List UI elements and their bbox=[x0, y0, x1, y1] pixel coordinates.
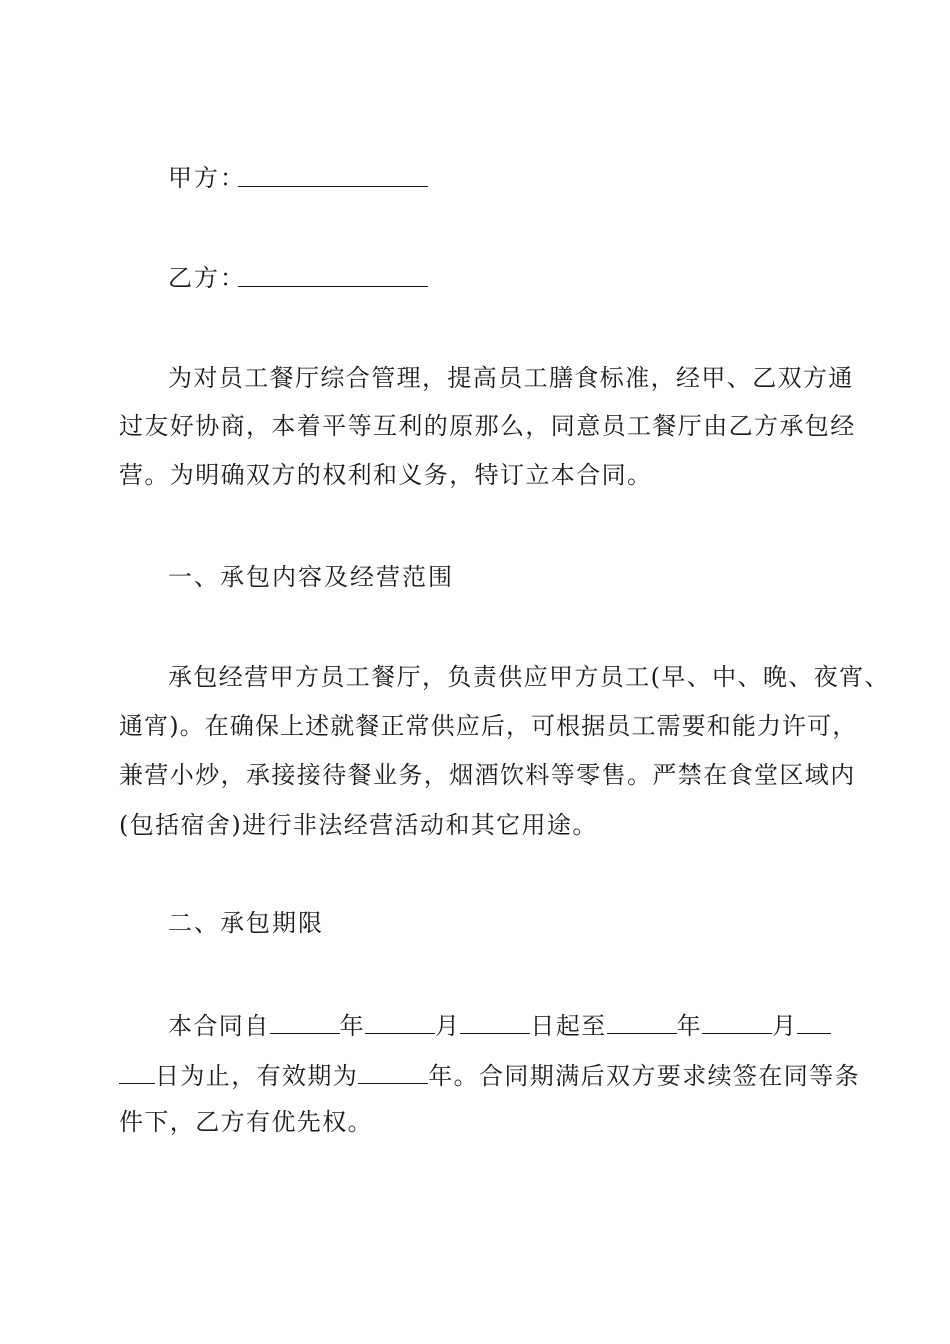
section-2-line-3: 件下，乙方有优先权。 bbox=[119, 1108, 373, 1136]
validity-years-blank bbox=[358, 1061, 428, 1084]
start-month-label: 月 bbox=[435, 1012, 461, 1040]
section-2-line-2 bbox=[119, 1061, 860, 1088]
intro-line-2: 过友好协商，本着平等互利的原那么，同意员工餐厅由乙方承包经 bbox=[119, 412, 856, 440]
section-1-heading: 一、承包内容及经营范围 bbox=[168, 563, 454, 591]
start-year-blank bbox=[270, 1011, 340, 1034]
section-1-line-4: (包括宿舍)进行非法经营活动和其它用途。 bbox=[119, 811, 598, 839]
section-1-line-1: 承包经营甲方员工餐厅，负责供应甲方员工(早、中、晚、夜宵、 bbox=[168, 663, 890, 691]
end-day-blank-part-2 bbox=[119, 1061, 155, 1084]
end-year-blank bbox=[607, 1011, 677, 1034]
party-a-blank bbox=[238, 186, 428, 187]
section-1-line-2: 通宵)。在确保上述就餐正常供应后，可根据员工需要和能力许可， bbox=[119, 712, 858, 740]
intro-line-1: 为对员工餐厅综合管理，提高员工膳食标准，经甲、乙双方通 bbox=[168, 364, 854, 392]
term-start-text: 本合同自 bbox=[168, 1012, 270, 1040]
start-day-label: 日起至 bbox=[530, 1012, 607, 1040]
start-year-label: 年 bbox=[339, 1012, 366, 1040]
section-2-heading: 二、承包期限 bbox=[168, 909, 324, 937]
start-month-blank bbox=[365, 1011, 435, 1034]
end-month-blank bbox=[702, 1011, 772, 1034]
party-b-blank bbox=[238, 286, 428, 287]
party-a-label: 甲方： bbox=[168, 164, 246, 192]
section-1-line-3: 兼营小炒，承接接待餐业务，烟酒饮料等零售。严禁在食堂区域内 bbox=[119, 761, 856, 789]
renewal-text: 年。合同期满后双方要求续签在同等条 bbox=[428, 1062, 861, 1090]
intro-line-3: 营。为明确双方的权利和义务，特订立本合同。 bbox=[119, 461, 653, 489]
start-day-blank bbox=[460, 1011, 530, 1034]
end-day-blank-part-1 bbox=[797, 1011, 831, 1034]
section-2-line-1 bbox=[168, 1011, 831, 1038]
end-year-label: 年 bbox=[676, 1012, 703, 1040]
end-month-label: 月 bbox=[772, 1012, 798, 1040]
party-b-label: 乙方： bbox=[168, 264, 246, 292]
end-day-label: 日为止，有效期为 bbox=[155, 1062, 359, 1090]
